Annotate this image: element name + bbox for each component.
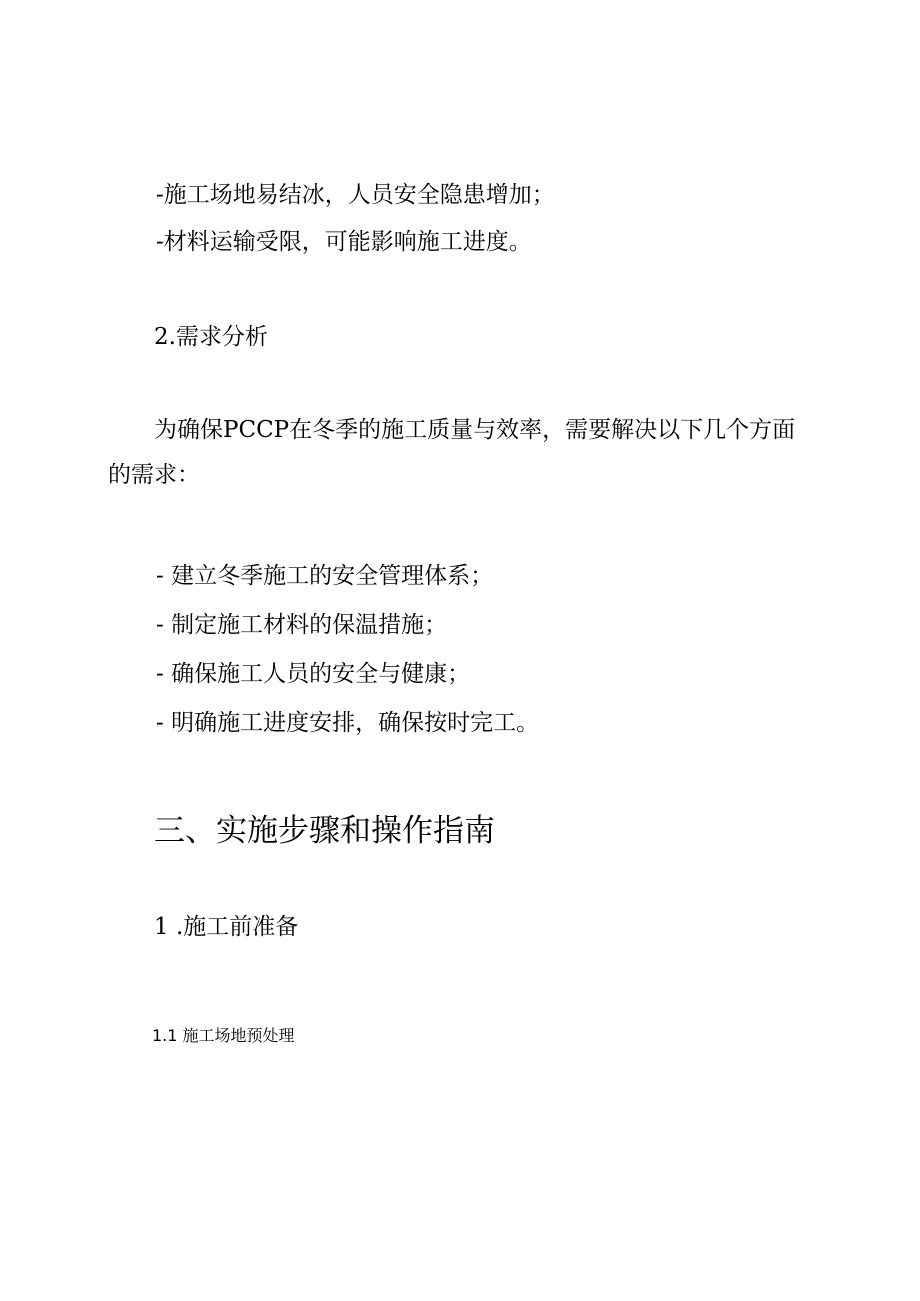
bullet-item: - 制定施工材料的保温措施； <box>156 612 448 638</box>
bullet-item: -材料运输受限，可能影响施工进度。 <box>156 229 532 255</box>
bullet-item: - 明确施工进度安排，确保按时完工。 <box>156 710 540 736</box>
bullet-item: - 确保施工人员的安全与健康； <box>156 661 471 687</box>
chapter-heading: 三、实施步骤和操作指南 <box>154 813 495 849</box>
subsection-heading: 1 .施工前准备 <box>154 914 299 940</box>
subsubsection-heading: 1.1 施工场地预处理 <box>152 1026 295 1045</box>
section-heading-needs-analysis: 2.需求分析 <box>154 324 268 350</box>
bullet-item: -施工场地易结冰，人员安全隐患增加； <box>156 182 555 208</box>
needs-paragraph: 为确保PCCP在冬季的施工质量与效率，需要解决以下几个方面的需求： <box>108 417 796 488</box>
bullet-item: - 建立冬季施工的安全管理体系； <box>156 563 494 589</box>
